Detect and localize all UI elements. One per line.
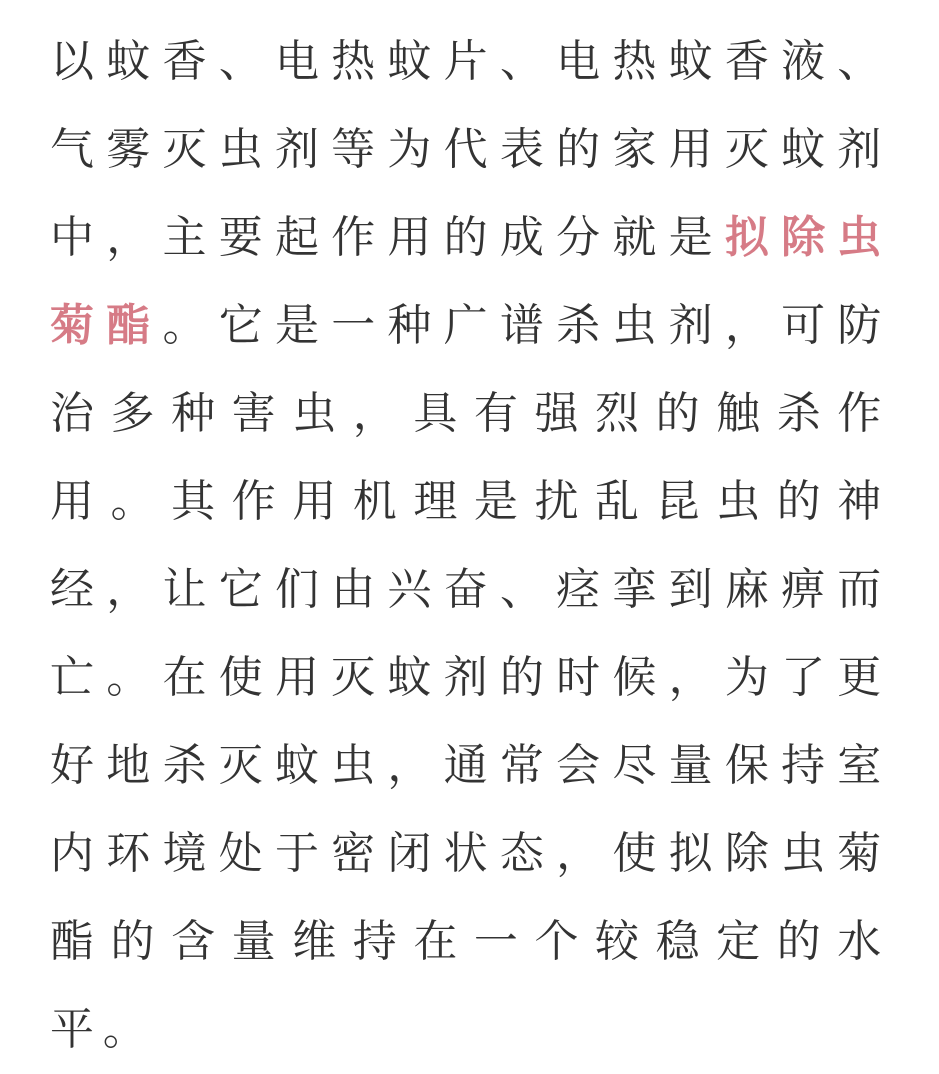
paragraph-text-before: 以蚊香、电热蚊片、电热蚊香液、气雾灭虫剂等为代表的家用灭蚊剂中，主要起作用的成分就是 [50, 36, 890, 263]
paragraph-text-after: 。它是一种广谱杀虫剂，可防治多种害虫，具有强烈的触杀作用。其作用机理是扰乱昆虫的神经，让它们由兴奋、痉挛到麻痹而亡。在使用灭蚊剂的时候，为了更好地杀灭蚊虫，通常会尽量保持室内环境处于密闭状态，使拟除虫菊酯的含量维持在一个较稳定的水平。 [50, 300, 890, 1055]
highlighted-term: 拟除虫菊酯 [50, 212, 890, 351]
article-body [50, 18, 890, 1074]
article-paragraph [50, 18, 890, 1074]
